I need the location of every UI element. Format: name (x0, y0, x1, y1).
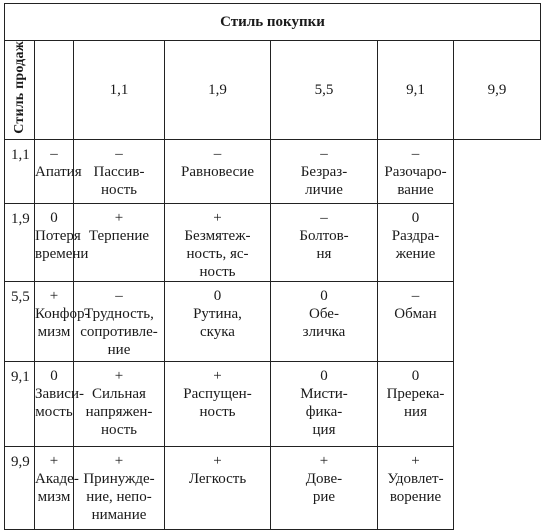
cell-term: Рутина, скука (193, 305, 242, 340)
matrix-cell (271, 203, 378, 281)
side-label-cell (5, 41, 35, 140)
cell-sign: 0 (411, 209, 420, 226)
cell-sign: 0 (320, 367, 328, 384)
cell-term: Пререка- ния (386, 385, 445, 420)
column-header: 9,9 (454, 41, 541, 140)
cell-term: Обе- зличка (302, 305, 346, 340)
cell-term: Трудность, сопротивле- ние (80, 305, 158, 358)
cell-term: Акаде- мизм (35, 470, 79, 505)
cell-sign: – (213, 145, 222, 162)
cell-sign: – (320, 209, 328, 226)
matrix-cell (165, 281, 271, 361)
column-header-row (5, 41, 541, 140)
cell-sign: + (213, 209, 222, 226)
cell-term: Принужде- ние, непо- нимание (83, 470, 155, 523)
matrix-cell (378, 139, 454, 203)
matrix-cell (74, 139, 165, 203)
cell-term: Разочаро- вание (384, 163, 447, 198)
column-header: 5,5 (271, 41, 378, 140)
cell-term: Равновесие (181, 163, 254, 180)
table-row (5, 361, 541, 446)
row-header: 1,9 (5, 203, 35, 281)
cell-term: Дове- рие (305, 470, 343, 505)
matrix-cell (74, 203, 165, 281)
cell-term: Удовлет- ворение (387, 470, 444, 505)
matrix-cell (271, 139, 378, 203)
row-header: 5,5 (5, 281, 35, 361)
cell-sign: – (320, 145, 328, 162)
cell-term: Апатия (35, 163, 82, 180)
table-row (5, 281, 541, 361)
cell-term: Легкость (188, 470, 247, 487)
table-title: Стиль покупки (5, 4, 541, 41)
cell-term: Зависи- мость (35, 385, 84, 420)
cell-sign: + (49, 452, 59, 469)
cell-term: Мисти- фика- ция (300, 385, 348, 438)
matrix-cell (165, 361, 271, 446)
matrix-cell (74, 361, 165, 446)
matrix-cell (165, 203, 271, 281)
cell-sign: + (49, 287, 59, 304)
row-header: 9,9 (5, 446, 35, 529)
cell-sign: + (213, 452, 222, 469)
matrix-cell (378, 361, 454, 446)
matrix-cell (378, 446, 454, 529)
table-row (5, 446, 541, 529)
cell-sign: – (411, 287, 420, 304)
column-header: 1,1 (74, 41, 165, 140)
cell-term: Распущен- ность (183, 385, 252, 420)
table-row (5, 203, 541, 281)
cell-sign: + (411, 452, 420, 469)
side-label: Стиль продаж (11, 41, 27, 134)
cell-sign: 0 (50, 209, 58, 226)
cell-term: Терпение (88, 227, 150, 244)
corner-cell (35, 41, 74, 140)
matrix-cell (74, 446, 165, 529)
cell-sign: – (411, 145, 420, 162)
cell-sign: 0 (320, 287, 328, 304)
row-header: 1,1 (5, 139, 35, 203)
row-header: 9,1 (5, 361, 35, 446)
cell-term: Пассив- ность (93, 163, 145, 198)
matrix-table (4, 3, 541, 530)
table-row (5, 139, 541, 203)
cell-sign: + (114, 452, 124, 469)
matrix-cell (378, 203, 454, 281)
cell-sign: 0 (411, 367, 420, 384)
cell-term: Сильная напряжен- ность (85, 385, 153, 438)
matrix-cell (271, 281, 378, 361)
matrix-cell (35, 361, 84, 446)
matrix-cell (35, 203, 89, 281)
matrix-cell (271, 446, 378, 529)
cell-sign: 0 (50, 367, 58, 384)
column-header: 1,9 (165, 41, 271, 140)
matrix-cell (165, 139, 271, 203)
title-row (5, 4, 541, 41)
column-header: 9,1 (378, 41, 454, 140)
cell-term: Обман (394, 305, 437, 322)
cell-term: Раздра- жение (391, 227, 440, 262)
cell-sign: + (114, 367, 124, 384)
matrix-cell (74, 281, 165, 361)
cell-term: Безраз- личие (300, 163, 348, 198)
cell-term: Безмятеж- ность, яс- ность (184, 227, 251, 280)
matrix-cell (165, 446, 271, 529)
cell-sign: + (319, 452, 329, 469)
matrix-cell (35, 139, 82, 203)
matrix-cell (35, 281, 90, 361)
matrix-cell (271, 361, 378, 446)
cell-sign: – (115, 145, 123, 162)
cell-sign: + (213, 367, 222, 384)
cell-sign: + (114, 209, 124, 226)
cell-sign: – (50, 145, 58, 162)
cell-sign: – (115, 287, 123, 304)
cell-sign: 0 (213, 287, 222, 304)
cell-term: Болтов- ня (299, 227, 349, 262)
matrix-cell (378, 281, 454, 361)
cell-term: Потеря времени (35, 227, 89, 262)
cell-term: Конфор- мизм (35, 305, 90, 340)
matrix-cell (35, 446, 79, 529)
